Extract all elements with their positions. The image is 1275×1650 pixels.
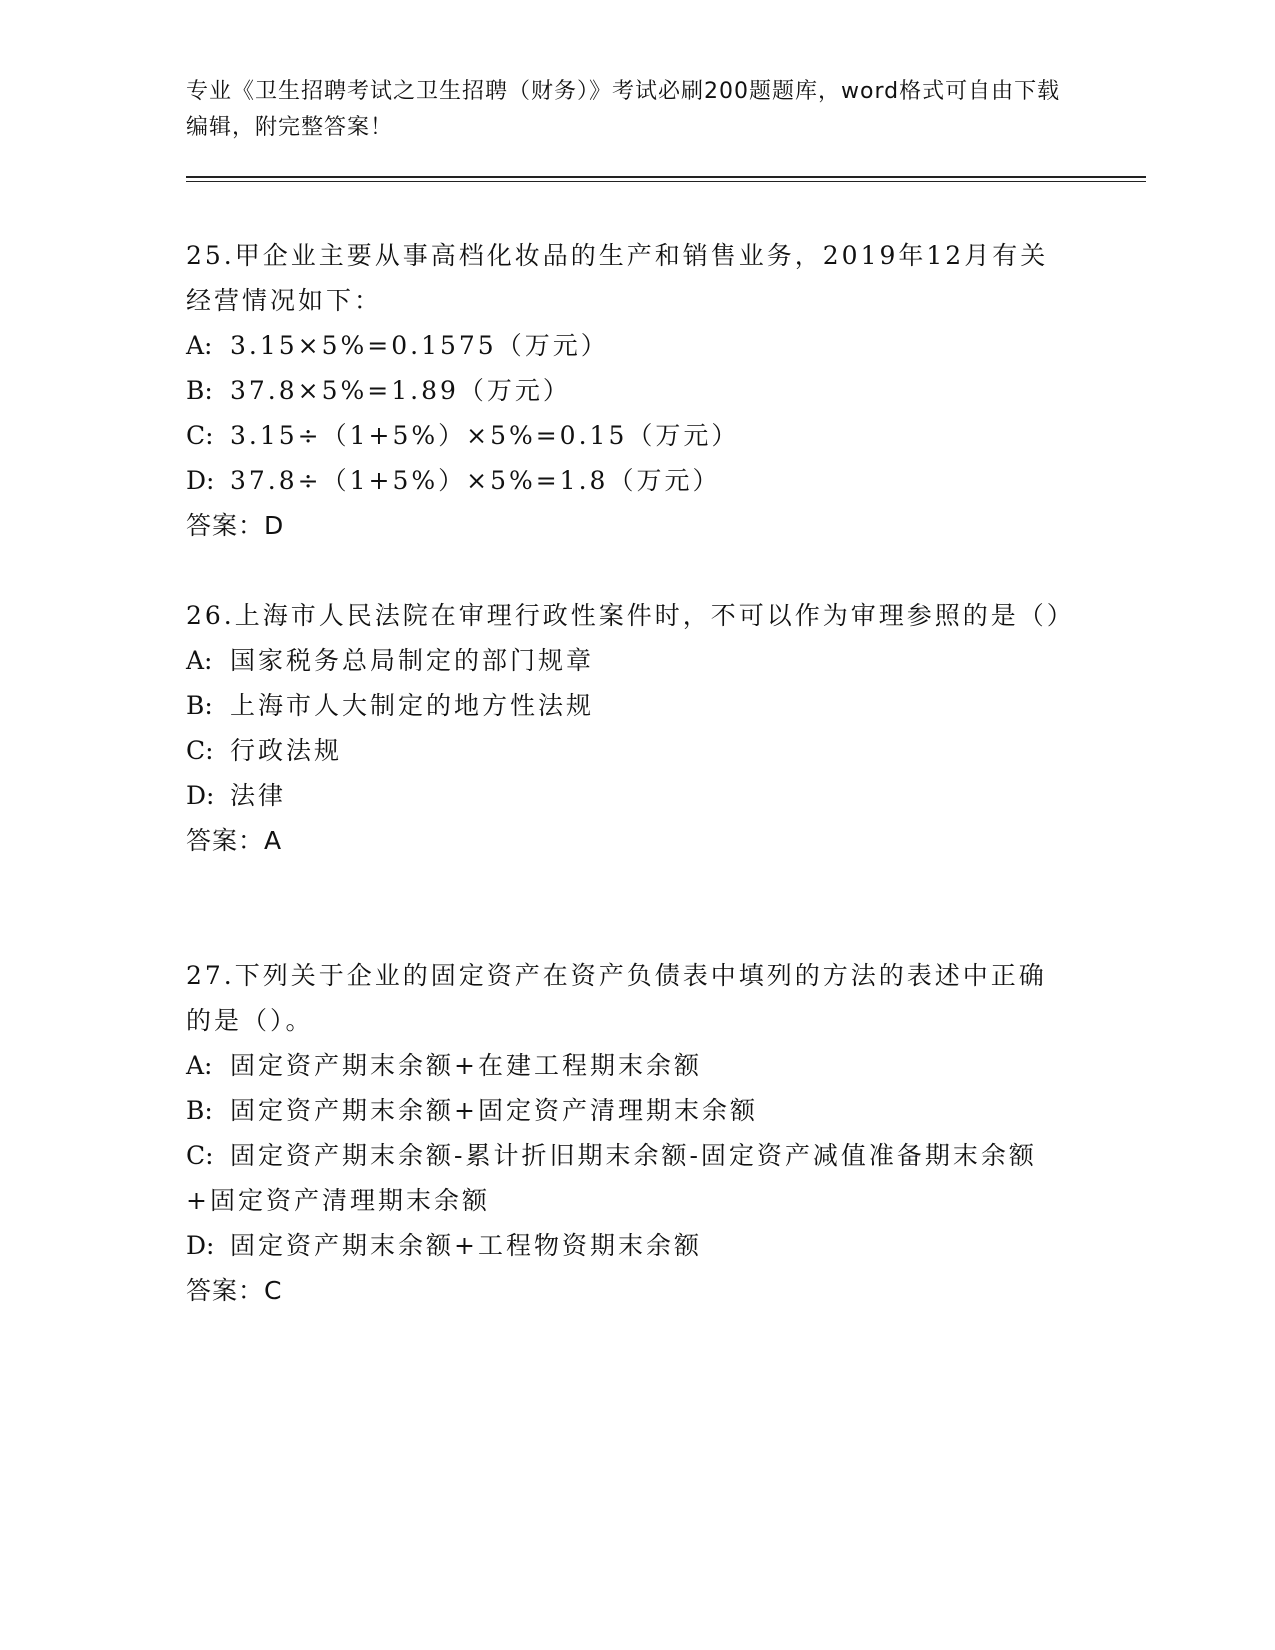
question-27: [186, 953, 1066, 1313]
header-divider: [186, 176, 1146, 178]
option-text: 国家税务总局制定的部门规章: [230, 646, 595, 675]
header-divider-thin: [186, 181, 1146, 182]
option-d: [186, 1223, 1066, 1268]
option-a: [186, 1043, 1066, 1088]
option-letter: C:: [186, 421, 214, 450]
option-d: [186, 773, 1066, 818]
option-c: [186, 728, 1066, 773]
answer-line: 答案：A: [186, 826, 283, 855]
option-text: 37.8×5%=1.89（万元）: [230, 376, 571, 405]
question-stem: 27.下列关于企业的固定资产在资产负债表中填列的方法的表述中正确的是（）。: [186, 961, 1047, 1035]
option-letter: B:: [186, 1096, 213, 1125]
option-text: 37.8÷（1+5%）×5%=1.8（万元）: [230, 466, 721, 495]
option-letter: A:: [186, 1051, 213, 1080]
option-text: 行政法规: [230, 736, 343, 765]
option-text: 3.15×5%=0.1575（万元）: [230, 331, 609, 360]
option-letter: C:: [186, 736, 214, 765]
option-c: [186, 413, 1066, 458]
option-letter: D:: [186, 781, 215, 810]
option-b: [186, 683, 1066, 728]
option-text: 固定资产期末余额+在建工程期末余额: [230, 1051, 702, 1080]
option-a: [186, 323, 1066, 368]
question-26: [186, 593, 1075, 863]
option-letter: C:: [186, 1141, 214, 1170]
option-letter: D:: [186, 466, 215, 495]
option-text: 固定资产期末余额-累计折旧期末余额-固定资产减值准备期末余额+固定资产清理期末余额: [186, 1141, 1037, 1215]
option-text: 固定资产期末余额+工程物资期末余额: [230, 1231, 702, 1260]
option-a: [186, 638, 1066, 683]
question-25: [186, 233, 1066, 548]
option-text: 上海市人大制定的地方性法规: [230, 691, 595, 720]
option-d: [186, 458, 1066, 503]
option-letter: B:: [186, 691, 213, 720]
option-letter: A:: [186, 331, 213, 360]
answer-line: 答案：C: [186, 1276, 283, 1305]
option-b: [186, 368, 1066, 413]
option-text: 3.15÷（1+5%）×5%=0.15（万元）: [230, 421, 740, 450]
option-b: [186, 1088, 1066, 1133]
answer-line: 答案：D: [186, 511, 285, 540]
option-letter: D:: [186, 1231, 215, 1260]
option-c: [186, 1133, 1066, 1223]
option-letter: B:: [186, 376, 213, 405]
option-letter: A:: [186, 646, 213, 675]
document-header: 专业《卫生招聘考试之卫生招聘（财务）》考试必刷200题题库，word格式可自由下载编辑，附完整答案！: [186, 79, 1061, 140]
option-text: 法律: [230, 781, 287, 810]
question-stem: 25.甲企业主要从事高档化妆品的生产和销售业务，2019年12月有关经营情况如下：: [186, 241, 1049, 315]
option-text: 固定资产期末余额+固定资产清理期末余额: [230, 1096, 758, 1125]
question-stem: 26.上海市人民法院在审理行政性案件时，不可以作为审理参照的是（）: [186, 601, 1075, 630]
